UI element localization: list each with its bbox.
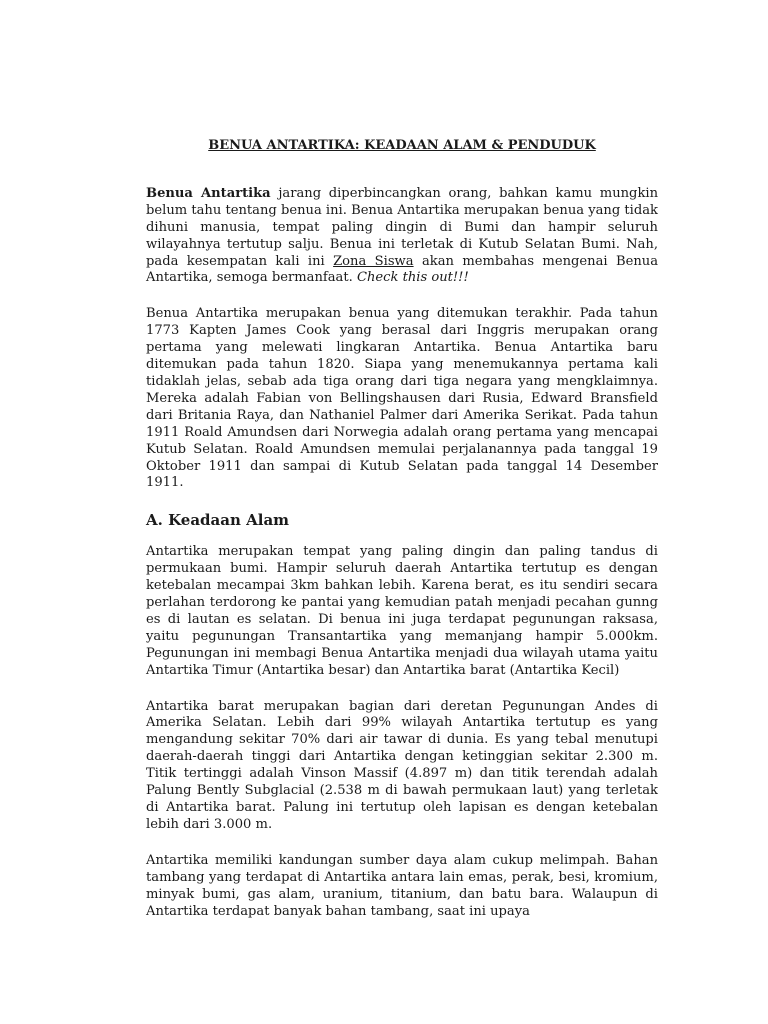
intro-text-2: akan membahas mengenai Benua Antartika, semoga bermanfaat. bbox=[146, 253, 658, 286]
alam-paragraph-2: Antartika barat merupakan bagian dari deretan Pegunungan Andes di Amerika Selatan. Lebih dari 99% wilayah Antartika tertutup es yang mengandung sekitar 70% dari air tawar di dunia. Es yang tebal menutupi daerah-daerah tinggi dari Antartika dengan ketinggian sekitar 2.300 m. Titik tertinggi adalah Vinson Massif (4.897 m) dan titik terendah adalah Palung Bently Subglacial (2.538 m di bawah permukaan laut) yang terletak di Antartika barat. Palung ini tertutup oleh lapisan es dengan ketebalan lebih dari 3.000 m. bbox=[146, 698, 658, 832]
intro-italic-end: Check this out!!! bbox=[356, 270, 469, 286]
alam-paragraph-3: Antartika memiliki kandungan sumber daya alam cukup melimpah. Bahan tambang yang terdapat di Antartika antara lain emas, perak, besi, kromium, minyak bumi, gas alam, uranium, titanium, dan batu bara. Walaupun di Antartika terdapat banyak bahan tambang, saat ini upaya bbox=[146, 852, 658, 919]
document-title: BENUA ANTARTIKA: KEADAAN ALAM & PENDUDUK bbox=[208, 138, 596, 153]
document-body bbox=[146, 138, 658, 920]
intro-lead: Benua Antartika bbox=[146, 185, 271, 201]
history-paragraph: Benua Antartika merupakan benua yang ditemukan terakhir. Pada tahun 1773 Kapten James Cook yang berasal dari Inggris merupakan orang pertama yang melewati lingkaran Antartika. Benua Antartika baru ditemukan pada tahun 1820. Siapa yang menemukannya pertama kali tidaklah jelas, sebab ada tiga orang dari tiga negara yang mengklaimnya. Mereka adalah Fabian von Bellingshausen dari Rusia, Edward Bransfield dari Britania Raya, dan Nathaniel Palmer dari Amerika Serikat. Pada tahun 1911 Roald Amundsen dari Norwegia adalah orang pertama yang mencapai Kutub Selatan. Roald Amundsen memulai perjalanannya pada tanggal 19 Oktober 1911 dan sampai di Kutub Selatan pada tanggal 14 Desember 1911. bbox=[146, 306, 658, 491]
alam-paragraph-1: Antartika merupakan tempat yang paling dingin dan paling tandus di permukaan bumi. Hampir seluruh daerah Antartika tertutup es dengan ketebalan mecampai 3km bahkan lebih. Karena berat, es itu sendiri secara perlahan terdorong ke pantai yang kemudian patah menjadi pecahan gunng es di lautan es selatan. Di benua ini juga terdapat pegunungan raksasa, yaitu pegunungan Transantartika yang memanjang hampir 5.000km. Pegunungan ini membagi Benua Antartika menjadi dua wilayah utama yaitu Antartika Timur (Antartika besar) dan Antartika barat (Antartika Kecil) bbox=[146, 544, 658, 678]
intro-text-1: jarang diperbincangkan orang, bahkan kamu mungkin belum tahu tentang benua ini. Benua Antartika merupakan benua yang tidak dihuni manusia, tempat paling dingin di Bumi dan hampir seluruh wilayahnya tertutup salju. Benua ini terletak di Kutub Selatan Bumi. Nah, pada kesempatan kali ini bbox=[146, 185, 658, 269]
zona-siswa-link[interactable]: Zona Siswa bbox=[333, 253, 414, 269]
section-a-heading: A. Keadaan Alam bbox=[146, 511, 290, 530]
intro-paragraph bbox=[146, 186, 658, 287]
